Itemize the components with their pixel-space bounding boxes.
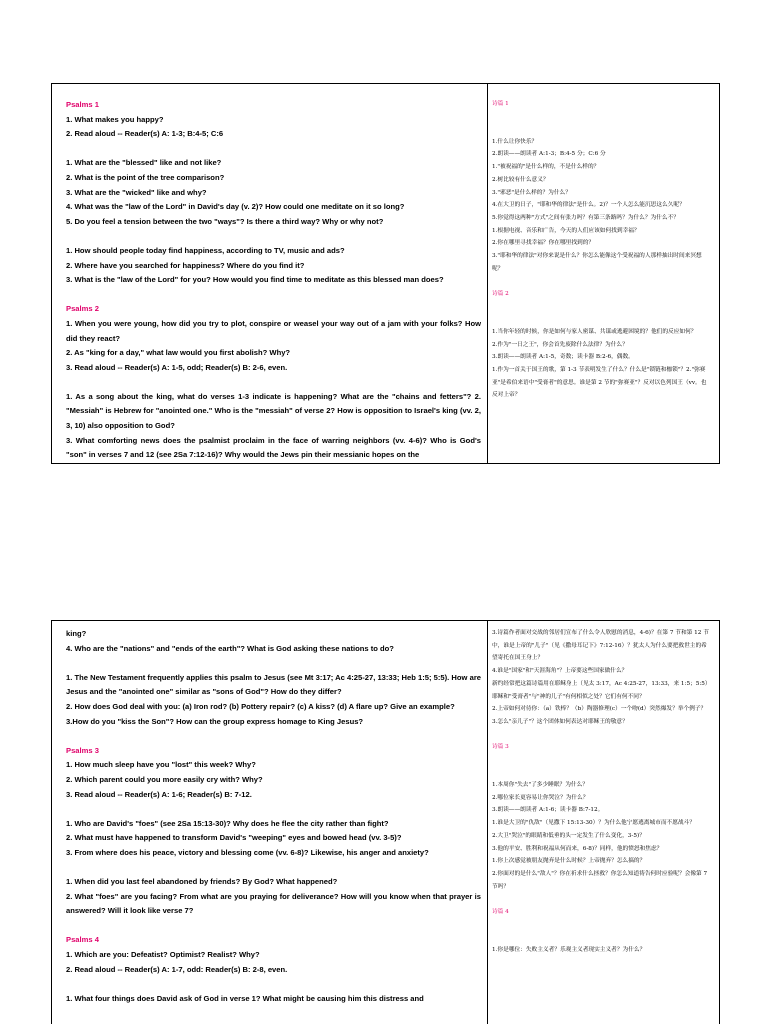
text-line-cn: 新约经常把这篇诗篇用在耶稣身上（见太 3:17，Ac 4:25-27，13:33，来 1:5；5:5）耶稣和"受膏者"与"神的儿子"有何相似之处？它们有何不同？	[492, 680, 711, 700]
text-line: 2. Read aloud -- Reader(s) A: 1-3; B:4-5; C:6	[66, 129, 224, 139]
text-line-cn: 2.你在哪里寻找幸福？你在哪里找到的？	[492, 240, 595, 247]
psalms-4-heading-cn: 诗篇 4	[492, 909, 509, 916]
text-line: 2. How does God deal with you: (a) Iron rod? (b) Pottery repair? (c) A kiss? (d) A flare up? Give an example?	[66, 701, 455, 711]
psalms-2-heading: Psalms 2	[66, 304, 99, 314]
text-line: 2. Read aloud -- Reader(s) A: 1-7, odd: Reader(s) B: 2-8, even.	[66, 964, 288, 974]
text-paragraph: 2. What "foes" are you facing? From what are you praying for deliverance? How will you know when that prayer is answered? Will it look like verse 7?	[66, 891, 481, 916]
text-line: 2. What must have happened to transform David's "weeping" eyes and bowed head (vv. 3-5)?	[66, 833, 402, 843]
text-line-cn: 1.你上次感觉被朋友抛弃是什么时候？上帝抛弃？怎么搞的？	[492, 858, 646, 865]
text-line: 1. Who are David's "foes" (see 2Sa 15:13-30)? Why does he flee the city rather than fight?	[66, 818, 389, 828]
psalms-1-heading: Psalms 1	[66, 100, 99, 109]
psalms-3-heading: Psalms 3	[66, 745, 99, 755]
text-line-cn: 2.树比较有什么意义？	[492, 176, 549, 183]
text-line: 4. What was the "law of the Lord" in David's day (v. 2)? How could one meditate on it so long?	[66, 202, 405, 212]
text-paragraph: 1. When you were young, how did you try to plot, conspire or weasel your way out of a jam with your folks? How did they react?	[66, 318, 481, 343]
text-line: 1. How much sleep have you "lost" this week? Why?	[66, 760, 256, 770]
text-line-cn: 3.诗篇作者面对交战的邻居们宣布了什么令人欣慰的消息，4-6)？在第 7 节和第 12 节中，谁是上帝的"儿子"（见《撒母耳记下》7:12-16）？犹太人为什么要把救世主的希望寄托在国王身上？	[492, 630, 709, 662]
text-line-cn: 1.根据电视、音乐和广告，今天的人们应该如何找到幸福？	[492, 227, 640, 234]
text-line-cn: 1.本周你"失去"了多少睡眠？为什么？	[492, 782, 588, 789]
text-line-cn: 2.作为"一日之王"，你会首先废除什么法律？为什么？	[492, 341, 628, 348]
text-line: 1. What are the "blessed" like and not like?	[66, 158, 222, 168]
text-line-cn: 1.当你年轻的时候，你是如何与家人密谋、共谋或逃避困境的？他们的反应如何？	[492, 328, 697, 335]
text-line: 2. As "king for a day," what law would you first abolish? Why?	[66, 348, 291, 358]
text-line-cn: 1.你是哪位：失败主义者？乐观主义者现实主义者？为什么？	[492, 946, 646, 953]
text-line-cn: 3.朗读——朗读者 A:1-6；读卡器 B:7-12。	[492, 807, 604, 814]
text-paragraph: 1. As a song about the king, what do verses 1-3 indicate is happening? What are the "chains and fetters"? 2. "Messiah" is Hebrew for "anointed one." Who is the "messiah" of verse 2? How is opposition to Israel's king (vv. 2, 3, 10) also opposition to God?	[66, 391, 481, 431]
text-line-cn: 2.上帝如何对待你：（a）铁棒？（b）陶器修理(c）一个吻(d）突然爆发？举个例子？	[492, 706, 707, 713]
text-line: 3. What is the "law of the Lord" for you? How would you find time to meditate as this blessed man does?	[66, 275, 444, 285]
text-line: 1. Which are you: Defeatist? Optimist? Realist? Why?	[66, 950, 260, 960]
text-line-cn: 1.谁是大卫的"仇敌"（见撒下 15:13-30）？为什么他宁愿逃离城市而不愿战斗？	[492, 820, 695, 827]
text-line: 2. Where have you searched for happiness? Where do you find it?	[66, 260, 305, 270]
text-line: 2. Which parent could you more easily cry with? Why?	[66, 774, 263, 784]
text-paragraph: 1. The New Testament frequently applies this psalm to Jesus (see Mt 3:17; Ac 4:25-27, 13:33; Heb 1:5; 5:5). How are Jesus and the "anointed one" similar as "sons of God"? How do they differ?	[66, 672, 481, 697]
psalms-1-heading-cn: 诗篇 1	[492, 101, 509, 107]
text-line: 1. What four things does David ask of God in verse 1? What might be causing him this distress and	[66, 993, 424, 1003]
text-line-cn: 4.谁是"国家"和"天涯海角"？上帝要这些国家做什么？	[492, 668, 628, 675]
text-line-cn: 2.朗读——朗读者 A:1-3；B:4-5 分；C:6 分	[492, 151, 606, 158]
chinese-column	[488, 621, 719, 1024]
text-line-cn: 2.大卫"哭泣"的眼睛和低垂的头一定发生了什么变化，3-5)？	[492, 832, 645, 839]
text-line: 3. Read aloud -- Reader(s) A: 1-6; Reader(s) B: 7-12.	[66, 789, 252, 799]
text-line-cn: 3."耶和华的律法"对你来说是什么？你怎么能像这个受祝福的人那样抽出时间来冥想呢？	[492, 253, 702, 272]
text-line: king?	[66, 629, 87, 638]
text-line: 1. When did you last feel abandoned by friends? By God? What happened?	[66, 877, 338, 887]
psalms-2-heading-cn: 诗篇 2	[492, 291, 509, 298]
table-1	[51, 83, 720, 464]
chinese-column	[488, 84, 719, 463]
text-line: 3.How do you "kiss the Son"? How can the group express homage to King Jesus?	[66, 716, 364, 726]
text-line-cn: 3.他的平安、胜利和祝福从何而来，6-8)？同样，他的愤怒和焦虑？	[492, 845, 663, 852]
table-2	[51, 620, 720, 1024]
text-paragraph: 3. What comforting news does the psalmist proclaim in the face of warring neighbors (vv. 4-6)? Who is God's "son" in verses 7 and 12 (see 2Sa 7:12-16)? Why would the Jews pin their messianic hopes on the	[66, 435, 481, 460]
text-line-cn: 1.作为一首关于国王的歌，第 1-3 节表明发生了什么？什么是"锁链和枷锁"？2."弥赛亚"是希伯来语中"受膏者"的意思。谁是第 2 节的"弥赛亚"？反对以色列国王（vv。也反对上帝？	[492, 366, 707, 399]
text-line-cn: 2.哪位家长更容易让你哭泣？为什么？	[492, 794, 589, 801]
text-line-cn: 1."被祝福的"是什么样的，不是什么样的？	[492, 164, 600, 171]
text-line-cn: 1.什么让你快乐？	[492, 138, 538, 145]
psalms-3-heading-cn: 诗篇 3	[492, 744, 509, 751]
text-line-cn: 3.怎么"亲儿子"？这个团体如何表达对耶稣王的敬意？	[492, 718, 628, 725]
text-line-cn: 2.你面对的是什么"敌人"？你在祈求什么拯救？你怎么知道祷告何时应验呢？会像第 7 节吗？	[492, 870, 708, 890]
text-line-cn: 3.朗读——朗读者 A:1-5，奇数；读卡器 B:2-6，偶数。	[492, 354, 634, 361]
text-line: 3. What are the "wicked" like and why?	[66, 187, 207, 197]
text-line: 2. What is the point of the tree comparison?	[66, 172, 225, 182]
text-line-cn: 5.你觉得这两种"方式"之间有张力吗？有第三条路吗？为什么？为什么不？	[492, 214, 679, 221]
english-column	[52, 84, 488, 463]
text-line: 3. From where does his peace, victory and blessing come (vv. 6-8)? Likewise, his anger and anxiety?	[66, 847, 429, 857]
text-line-cn: 3."邪恶"是什么样的？为什么？	[492, 189, 571, 196]
text-line: 4. Who are the "nations" and "ends of the earth"? What is God asking these nations to do?	[66, 643, 394, 653]
text-line-cn: 4.在大卫的日子，"耶和华的律法"是什么。2)？一个人怎么能沉思这么久呢？	[492, 202, 685, 209]
psalms-4-heading: Psalms 4	[66, 935, 99, 945]
text-line: 1. What makes you happy?	[66, 114, 164, 124]
text-line: 3. Read aloud -- Reader(s) A: 1-5, odd; Reader(s) B: 2-6, even.	[66, 362, 288, 372]
english-column	[52, 621, 488, 1024]
text-line: 1. How should people today find happiness, according to TV, music and ads?	[66, 245, 345, 255]
text-line: 5. Do you feel a tension between the two "ways"? Is there a third way? Why or why not?	[66, 216, 384, 226]
